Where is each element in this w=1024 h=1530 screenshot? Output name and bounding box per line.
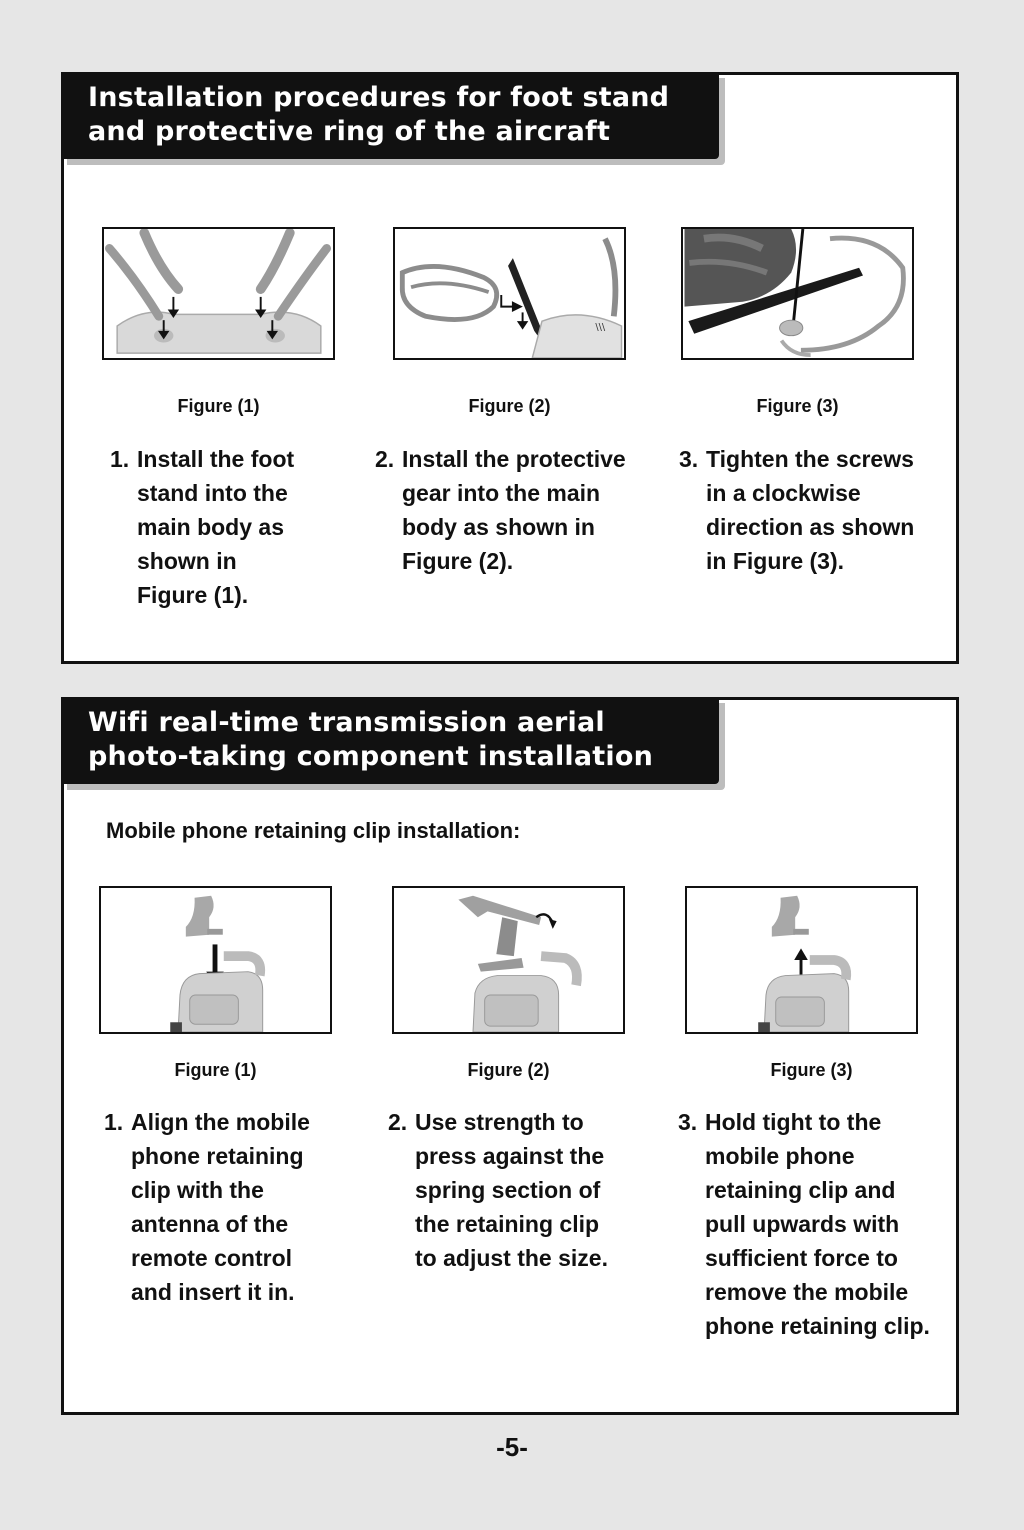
step-3	[678, 1105, 958, 1343]
section-header	[61, 697, 719, 784]
section-title-line-1: Wifi real-time transmission aerial	[88, 707, 605, 738]
section-title-line-1: Installation procedures for foot stand	[88, 82, 670, 113]
page-number: -5-	[496, 1432, 528, 1462]
step-2	[375, 442, 665, 578]
figure-remove-clip-image	[685, 886, 918, 1034]
step-3	[679, 442, 949, 578]
clip-adjust-illustration	[394, 888, 623, 1032]
step-text: Install the foot stand into the main body as shown in Figure (1).	[137, 446, 295, 608]
screw-tightening-illustration	[683, 229, 912, 358]
clip-remove-illustration	[687, 888, 916, 1032]
step-text: Tighten the screws in a clockwise direction as shown in Figure (3).	[706, 446, 915, 574]
step-number: 3.	[679, 446, 699, 472]
step-text: Hold tight to the mobile phone retaining clip and pull upwards with sufficient force to remove the mobile phone retaining clip.	[705, 1109, 930, 1339]
step-number: 1.	[104, 1109, 124, 1135]
clip-insert-illustration	[101, 888, 330, 1032]
step-number: 3.	[678, 1109, 698, 1135]
step-number: 1.	[110, 446, 130, 472]
section-title	[61, 697, 719, 784]
step-2	[388, 1105, 668, 1275]
subheading: Mobile phone retaining clip installation:	[106, 818, 521, 843]
figure-2-caption: Figure (2)	[468, 396, 551, 416]
figure-foot-stand-image	[102, 227, 335, 360]
figure-insert-clip-image	[99, 886, 332, 1034]
step-text: Align the mobile phone retaining clip with the antenna of the remote control and insert it in.	[131, 1109, 310, 1305]
step-1	[104, 1105, 364, 1309]
step-1	[110, 442, 370, 612]
foot-stand-illustration	[104, 229, 333, 358]
step-number: 2.	[375, 446, 395, 472]
wifi-component-installation-section	[61, 697, 959, 1415]
protective-ring-illustration	[395, 229, 624, 358]
figure-adjust-clip-image	[392, 886, 625, 1034]
svg-text:\\\: \\\	[595, 321, 606, 333]
step-text: Use strength to press against the spring section of the retaining clip to adjust the size.	[415, 1109, 608, 1271]
section-title	[61, 72, 719, 159]
figure-protective-ring-image	[393, 227, 626, 360]
section-header	[61, 72, 719, 159]
figure-3-caption: Figure (3)	[770, 1060, 853, 1080]
step-number: 2.	[388, 1109, 408, 1135]
figure-tighten-screws-image	[681, 227, 914, 360]
figure-2-caption: Figure (2)	[467, 1060, 550, 1080]
foot-stand-installation-section	[61, 72, 959, 664]
figure-1-caption: Figure (1)	[174, 1060, 257, 1080]
section-title-line-2: and protective ring of the aircraft	[88, 116, 611, 147]
figure-3-caption: Figure (3)	[756, 396, 839, 416]
figure-1-caption: Figure (1)	[177, 396, 260, 416]
step-text: Install the protective gear into the main body as shown in Figure (2).	[402, 446, 626, 574]
section-title-line-2: photo-taking component installation	[88, 741, 654, 772]
